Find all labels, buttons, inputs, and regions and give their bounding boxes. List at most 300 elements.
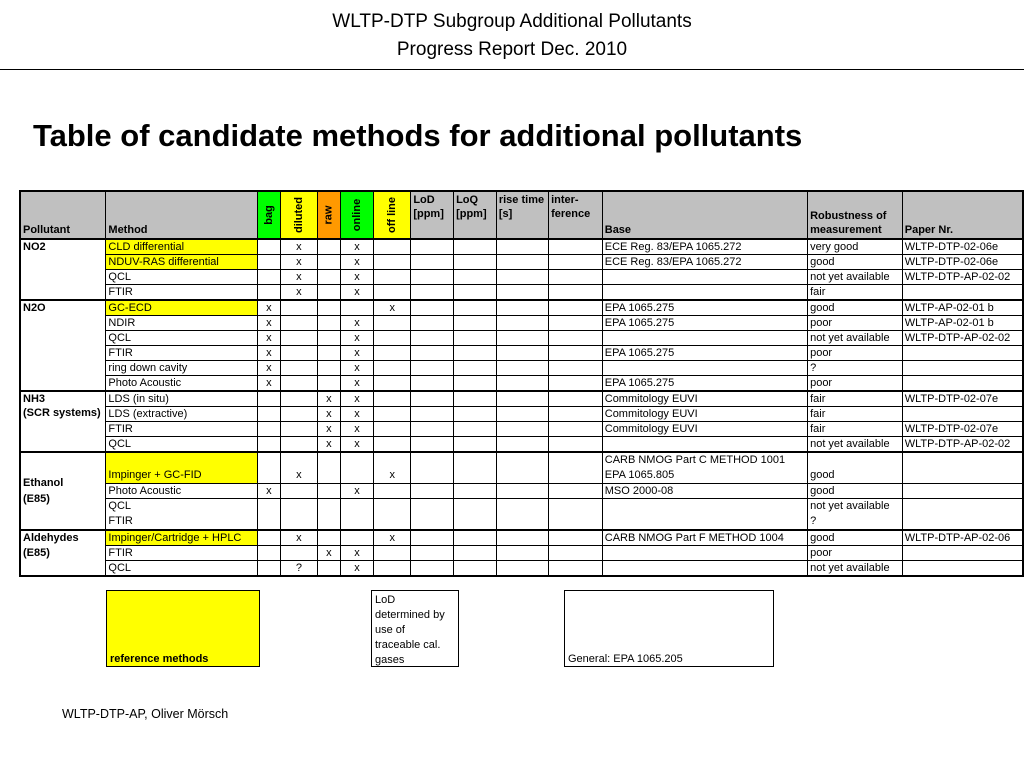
diluted-cell [280, 499, 317, 531]
offline-cell [374, 285, 411, 301]
method-cell [106, 499, 258, 531]
interference-cell [549, 546, 603, 561]
loq-cell [454, 391, 497, 407]
lod-cell [411, 546, 454, 561]
bag-cell: x [257, 331, 280, 346]
base-line-2: EPA 1065.805 [604, 469, 675, 481]
paper-cell [902, 452, 1023, 484]
diluted-cell [280, 407, 317, 422]
interference-cell [549, 561, 603, 577]
legend-reference-methods [106, 590, 260, 667]
col-raw [317, 191, 340, 239]
base-cell: EPA 1065.275 [602, 346, 807, 361]
paper-cell [902, 346, 1023, 361]
pollutant-ethanol-name: Ethanol [23, 477, 64, 489]
online-cell [340, 530, 373, 546]
robustness-cell: fair [808, 285, 903, 301]
raw-cell: x [317, 391, 340, 407]
lod-cell [411, 484, 454, 499]
offline-cell [374, 561, 411, 577]
col-paper: Paper Nr. [902, 191, 1023, 239]
method-cell: LDS (in situ) [106, 391, 258, 407]
method-cell: Impinger + GC-FID [106, 452, 258, 484]
raw-cell [317, 346, 340, 361]
lod-cell [411, 452, 454, 484]
rise-cell [496, 255, 548, 270]
table-row [20, 452, 1023, 484]
interference-cell [549, 391, 603, 407]
method-cell: QCL [106, 437, 258, 453]
lod-cell [411, 316, 454, 331]
lod-cell [411, 391, 454, 407]
lod-cell [411, 361, 454, 376]
robustness-cell: good [808, 530, 903, 546]
pollutant-aldehydes-name: Aldehydes [23, 532, 79, 544]
raw-cell [317, 361, 340, 376]
diluted-cell [280, 346, 317, 361]
robustness-cell: poor [808, 346, 903, 361]
lod-cell [411, 499, 454, 531]
interference-cell [549, 346, 603, 361]
paper-cell [902, 499, 1023, 531]
table-row [20, 300, 1023, 316]
interference-cell [549, 270, 603, 285]
interference-cell [549, 361, 603, 376]
base-cell: EPA 1065.275 [602, 300, 807, 316]
base-cell: Commitology EUVI [602, 422, 807, 437]
raw-cell [317, 255, 340, 270]
offline-cell [374, 422, 411, 437]
rise-cell [496, 407, 548, 422]
raw-cell [317, 530, 340, 546]
base-cell: Commitology EUVI [602, 407, 807, 422]
base-cell [602, 361, 807, 376]
bag-cell [257, 499, 280, 531]
col-robustness: Robustness of measurement [808, 191, 903, 239]
interference-cell [549, 300, 603, 316]
base-cell: EPA 1065.275 [602, 376, 807, 392]
table-header-row [20, 191, 1023, 239]
bag-cell [257, 391, 280, 407]
col-lod: LoD [ppm] [411, 191, 454, 239]
paper-cell [902, 561, 1023, 577]
paper-cell [902, 484, 1023, 499]
interference-cell [549, 285, 603, 301]
offline-cell [374, 270, 411, 285]
diluted-cell [280, 484, 317, 499]
pollutant-nh3-name: NH3 [23, 393, 46, 405]
legend-general-base [564, 590, 774, 667]
loq-cell [454, 346, 497, 361]
table-row [20, 316, 1023, 331]
header-divider [0, 69, 1024, 70]
robustness-cell: good [808, 300, 903, 316]
offline-cell [374, 331, 411, 346]
robustness-cell: fair [808, 407, 903, 422]
paper-cell [902, 285, 1023, 301]
loq-cell [454, 437, 497, 453]
online-cell: x [340, 346, 373, 361]
interference-cell [549, 239, 603, 255]
lod-cell [411, 530, 454, 546]
diluted-cell: x [280, 452, 317, 484]
online-cell: x [340, 239, 373, 255]
offline-cell: x [374, 300, 411, 316]
lod-note-line-1: LoD [375, 594, 396, 606]
paper-cell [902, 361, 1023, 376]
paper-cell [902, 546, 1023, 561]
lod-cell [411, 331, 454, 346]
interference-cell [549, 484, 603, 499]
online-cell: x [340, 255, 373, 270]
offline-cell [374, 316, 411, 331]
raw-cell [317, 239, 340, 255]
pollutant-nh3 [20, 391, 106, 452]
paper-cell: WLTP-DTP-02-06e [902, 255, 1023, 270]
online-cell: x [340, 407, 373, 422]
loq-cell [454, 499, 497, 531]
paper-cell: WLTP-DTP-AP-02-02 [902, 331, 1023, 346]
raw-cell: x [317, 546, 340, 561]
legend-lod-text [375, 593, 445, 668]
lod-cell [411, 437, 454, 453]
base-cell: CARB NMOG Part F METHOD 1004 [602, 530, 807, 546]
table-row [20, 285, 1023, 301]
method-cell: FTIR [106, 422, 258, 437]
diluted-cell: ? [280, 561, 317, 577]
paper-cell: WLTP-DTP-AP-02-02 [902, 437, 1023, 453]
raw-cell [317, 484, 340, 499]
interference-cell [549, 407, 603, 422]
online-cell: x [340, 422, 373, 437]
interference-cell [549, 499, 603, 531]
bag-cell: x [257, 376, 280, 392]
loq-cell [454, 422, 497, 437]
offline-cell [374, 437, 411, 453]
offline-cell [374, 346, 411, 361]
rise-cell [496, 561, 548, 577]
method-cell: CLD differential [106, 239, 258, 255]
diluted-cell: x [280, 255, 317, 270]
offline-cell: x [374, 452, 411, 484]
online-cell: x [340, 376, 373, 392]
paper-cell [902, 376, 1023, 392]
raw-cell [317, 376, 340, 392]
table-row [20, 346, 1023, 361]
loq-cell [454, 452, 497, 484]
method-cell: FTIR [106, 346, 258, 361]
rise-cell [496, 346, 548, 361]
rise-cell [496, 270, 548, 285]
diluted-cell [280, 376, 317, 392]
col-offline-label: off line [386, 196, 399, 234]
base-cell [602, 546, 807, 561]
loq-cell [454, 331, 497, 346]
loq-cell [454, 285, 497, 301]
lod-cell [411, 270, 454, 285]
paper-cell: WLTP-AP-02-01 b [902, 300, 1023, 316]
offline-cell [374, 239, 411, 255]
col-interference: inter-ference [549, 191, 603, 239]
rise-cell [496, 285, 548, 301]
online-cell: x [340, 285, 373, 301]
col-diluted [280, 191, 317, 239]
base-cell [602, 452, 807, 484]
col-diluted-label: diluted [292, 196, 305, 234]
lod-note-line-4: traceable cal. [375, 639, 441, 651]
lod-note-line-5: gases [375, 654, 405, 666]
online-cell: x [340, 391, 373, 407]
offline-cell: x [374, 530, 411, 546]
paper-cell: WLTP-DTP-AP-02-02 [902, 270, 1023, 285]
base-cell: MSO 2000-08 [602, 484, 807, 499]
method-cell: FTIR [106, 546, 258, 561]
col-online [340, 191, 373, 239]
rise-cell [496, 300, 548, 316]
robustness-cell: not yet available [808, 270, 903, 285]
paper-cell: WLTP-DTP-02-06e [902, 239, 1023, 255]
col-raw-label: raw [322, 205, 335, 225]
bag-cell [257, 422, 280, 437]
loq-cell [454, 561, 497, 577]
methods-table [19, 190, 1024, 577]
bag-cell [257, 407, 280, 422]
robustness-cell: poor [808, 546, 903, 561]
online-cell: x [340, 316, 373, 331]
lod-cell [411, 376, 454, 392]
offline-cell [374, 361, 411, 376]
loq-cell [454, 530, 497, 546]
diluted-cell: x [280, 239, 317, 255]
robustness-cell: very good [808, 239, 903, 255]
loq-cell [454, 300, 497, 316]
robustness-cell: not yet available [808, 437, 903, 453]
robustness-cell: not yet available [808, 561, 903, 577]
online-cell: x [340, 361, 373, 376]
online-cell: x [340, 270, 373, 285]
lod-cell [411, 407, 454, 422]
loq-cell [454, 361, 497, 376]
robustness-cell: good [808, 255, 903, 270]
bag-cell [257, 561, 280, 577]
lod-cell [411, 300, 454, 316]
base-cell [602, 285, 807, 301]
robustness-cell: fair [808, 391, 903, 407]
offline-cell [374, 407, 411, 422]
table-row [20, 361, 1023, 376]
method-line-1: QCL [108, 500, 132, 512]
online-cell [340, 499, 373, 531]
diluted-cell [280, 437, 317, 453]
bag-cell [257, 530, 280, 546]
col-rise-time: rise time [s] [496, 191, 548, 239]
interference-cell [549, 422, 603, 437]
table-row [20, 530, 1023, 546]
interference-cell [549, 316, 603, 331]
diluted-cell [280, 331, 317, 346]
diluted-cell: x [280, 270, 317, 285]
lod-cell [411, 285, 454, 301]
loq-cell [454, 407, 497, 422]
bag-cell [257, 270, 280, 285]
bag-cell [257, 239, 280, 255]
table-row [20, 499, 1023, 531]
pollutant-ethanol-note: (E85) [23, 493, 50, 505]
table-row [20, 376, 1023, 392]
table-row [20, 255, 1023, 270]
loq-cell [454, 239, 497, 255]
pollutant-n2o: N2O [20, 300, 106, 391]
diluted-cell [280, 422, 317, 437]
interference-cell [549, 331, 603, 346]
loq-cell [454, 376, 497, 392]
bag-cell [257, 437, 280, 453]
method-cell: QCL [106, 561, 258, 577]
table-row [20, 437, 1023, 453]
raw-cell [317, 331, 340, 346]
method-cell: Impinger/Cartridge + HPLC [106, 530, 258, 546]
interference-cell [549, 437, 603, 453]
base-cell [602, 331, 807, 346]
legend-lod-note [371, 590, 459, 667]
bag-cell [257, 285, 280, 301]
rise-cell [496, 452, 548, 484]
col-online-label: online [351, 198, 364, 232]
interference-cell [549, 452, 603, 484]
online-cell: x [340, 561, 373, 577]
pollutant-aldehydes [20, 530, 106, 576]
raw-cell [317, 452, 340, 484]
method-cell: FTIR [106, 285, 258, 301]
lod-cell [411, 561, 454, 577]
rise-cell [496, 361, 548, 376]
lod-cell [411, 346, 454, 361]
loq-cell [454, 255, 497, 270]
base-cell [602, 437, 807, 453]
col-loq: LoQ [ppm] [454, 191, 497, 239]
lod-cell [411, 422, 454, 437]
robustness-cell: good [808, 484, 903, 499]
raw-cell [317, 561, 340, 577]
method-cell: QCL [106, 331, 258, 346]
diluted-cell [280, 316, 317, 331]
rise-cell [496, 530, 548, 546]
raw-cell: x [317, 437, 340, 453]
rise-cell [496, 499, 548, 531]
base-line-1: CARB NMOG Part C METHOD 1001 [604, 454, 786, 466]
diluted-cell [280, 546, 317, 561]
offline-cell [374, 391, 411, 407]
raw-cell [317, 285, 340, 301]
bag-cell: x [257, 484, 280, 499]
method-cell: NDUV-RAS differential [106, 255, 258, 270]
header-line-2: Progress Report Dec. 2010 [396, 39, 628, 60]
table-row [20, 422, 1023, 437]
bag-cell: x [257, 346, 280, 361]
pollutant-ethanol [20, 452, 106, 530]
footer-author: WLTP-DTP-AP, Oliver Mörsch [62, 707, 229, 721]
robustness-cell: poor [808, 376, 903, 392]
table-row [20, 270, 1023, 285]
interference-cell [549, 376, 603, 392]
loq-cell [454, 270, 497, 285]
method-cell: Photo Acoustic [106, 484, 258, 499]
method-cell: QCL [106, 270, 258, 285]
col-base: Base [602, 191, 807, 239]
slide-header [0, 0, 1024, 70]
rise-cell [496, 391, 548, 407]
offline-cell [374, 484, 411, 499]
paper-cell: WLTP-DTP-02-07e [902, 391, 1023, 407]
table-row [20, 484, 1023, 499]
rise-cell [496, 422, 548, 437]
col-bag [257, 191, 280, 239]
diluted-cell [280, 361, 317, 376]
raw-cell [317, 499, 340, 531]
col-pollutant: Pollutant [20, 191, 106, 239]
base-cell [602, 561, 807, 577]
method-cell: GC-ECD [106, 300, 258, 316]
diluted-cell [280, 300, 317, 316]
rise-cell [496, 316, 548, 331]
robustness-cell: fair [808, 422, 903, 437]
col-offline [374, 191, 411, 239]
rise-cell [496, 437, 548, 453]
table-row [20, 561, 1023, 577]
table-row [20, 407, 1023, 422]
method-cell: Photo Acoustic [106, 376, 258, 392]
method-cell: LDS (extractive) [106, 407, 258, 422]
base-cell: Commitology EUVI [602, 391, 807, 407]
paper-cell: WLTP-DTP-AP-02-06 [902, 530, 1023, 546]
base-cell: EPA 1065.275 [602, 316, 807, 331]
slide-title: Table of candidate methods for additional pollutants [33, 118, 803, 153]
raw-cell [317, 316, 340, 331]
pollutant-no2: NO2 [20, 239, 106, 300]
pollutant-nh3-note: (SCR systems) [23, 407, 101, 419]
online-cell: x [340, 437, 373, 453]
lod-note-line-2: determined by [375, 609, 445, 621]
paper-cell: WLTP-AP-02-01 b [902, 316, 1023, 331]
lod-cell [411, 255, 454, 270]
table-row [20, 391, 1023, 407]
bag-cell: x [257, 361, 280, 376]
online-cell: x [340, 546, 373, 561]
loq-cell [454, 546, 497, 561]
online-cell [340, 452, 373, 484]
legend-general-label: General: EPA 1065.205 [568, 653, 683, 665]
robustness-cell [808, 499, 903, 531]
interference-cell [549, 255, 603, 270]
paper-cell [902, 407, 1023, 422]
offline-cell [374, 499, 411, 531]
interference-cell [549, 530, 603, 546]
table-row [20, 331, 1023, 346]
bag-cell: x [257, 300, 280, 316]
bag-cell [257, 452, 280, 484]
pollutant-aldehydes-note: (E85) [23, 547, 50, 559]
base-cell [602, 270, 807, 285]
table-row [20, 546, 1023, 561]
online-cell [340, 300, 373, 316]
lod-note-line-3: use of [375, 624, 405, 636]
online-cell: x [340, 484, 373, 499]
legend-reference-label: reference methods [110, 653, 209, 665]
offline-cell [374, 255, 411, 270]
rise-cell [496, 484, 548, 499]
rise-cell [496, 239, 548, 255]
col-bag-label: bag [262, 205, 275, 225]
